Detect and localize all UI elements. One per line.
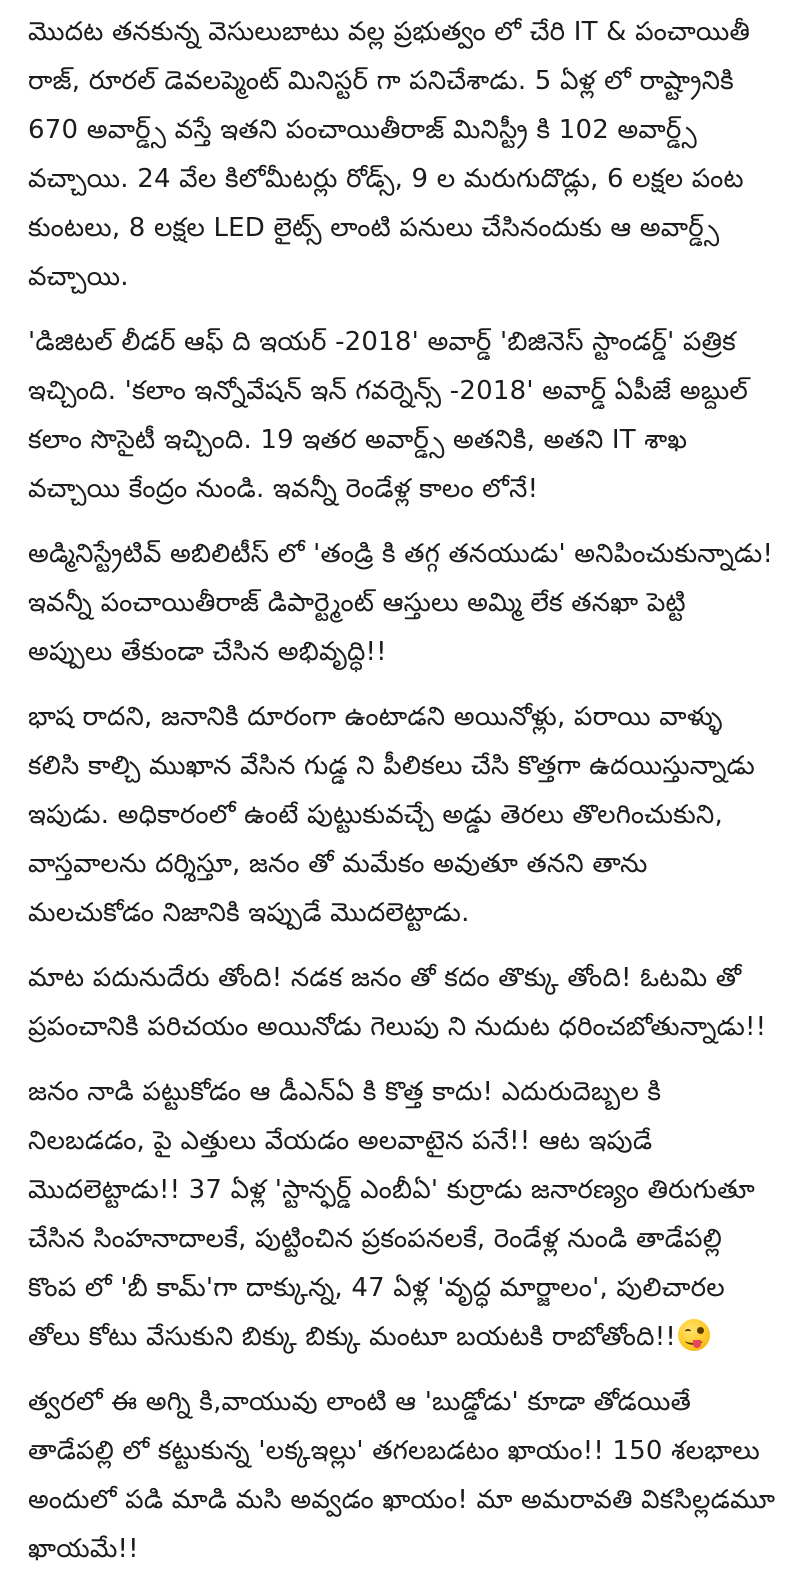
paragraph-1: మొదట తనకున్న వెసులుబాటు వల్ల ప్రభుత్వం లో చేరి IT & పంచాయితీ రాజ్, రూరల్ డెవలప్మెంట్ మినిస్టర్ గా పనిచేశాడు. 5 ఏళ్ల లో రాష్ట్రానికి 670 అవార్డ్స్ వస్తే ఇతని పంచాయితీరాజ్ మినిస్ట్రీ కి 102 అవార్డ్స్ వచ్చాయి. 24 వేల కిలోమీటర్లు రోడ్స్, 9 ల మరుగుదొడ్లు, 6 లక్షల పంట కుంటలు, 8 లక్షల LED లైట్స్ లాంటి పనులు చేసినందుకు ఆ అవార్డ్స్ వచ్చాయి. — [28, 17, 751, 292]
paragraph-6-text: జనం నాడి పట్టుకోడం ఆ డీఎన్ఏ కి కొత్త కాదు! ఎదురుదెబ్బల కి నిలబడడం, పై ఎత్తులు వేయడం అలవాటైన పనే!! ఆట ఇపుడే మొదలెట్టాడు!! 37 ఏళ్ల 'స్టాన్ఫర్డ్ ఎంబీఏ' కుర్రాడు జనారణ్యం తిరుగుతూ చేసిన సింహనాదాలకే, పుట్టించిన ప్రకంపనలకే, రెండేళ్ల నుండి తాడేపల్లి కొంప లో 'బీ కామ్'గా దాక్కున్న, 47 ఏళ్ల 'వృద్ధ మార్జాలం', పులిచారల తోలు కోటు వేసుకుని బిక్కు బిక్కు మంటూ బయటకి రాబోతోంది!! — [28, 1077, 755, 1352]
paragraph-3: అడ్మినిస్ట్రేటివ్ అబిలిటీస్ లో 'తండ్రి కి తగ్గ తనయుడు' అనిపించుకున్నాడు! ఇవన్నీ పంచాయితీరాజ్ డిపార్ట్మెంట్ ఆస్తులు అమ్మి లేక తనఖా పెట్టి అప్పులు తేకుండా చేసిన అభివృద్ధి!! — [28, 539, 774, 667]
paragraph-5: మాట పదునుదేరు తోంది! నడక జనం తో కదం తొక్కు తోంది! ఓటమి తో ప్రపంచానికి పరిచయం అయినోడు గెలుపు ని నుదుట ధరించబోతున్నాడు!! — [28, 963, 767, 1042]
paragraph-6 — [28, 1068, 777, 1362]
paragraph-7: త్వరలో ఈ అగ్ని కి,వాయువు లాంటి ఆ 'బుడ్డోడు' కూడా తోడయితే తాడేపల్లి లో కట్టుకున్న 'లక్కఇల్లు' తగలబడటం ఖాయం!! 150 శలభాలు అందులో పడి మాడి మసి అవ్వడం ఖాయం! మా అమరావతి వికసిల్లడమూ ఖాయమే!! — [28, 1387, 776, 1564]
paragraph-4: భాష రాదని, జనానికి దూరంగా ఉంటాడని అయినోళ్లు, పరాయి వాళ్ళు కలిసి కాల్చి ముఖాన వేసిన గుడ్డ ని పీలికలు చేసి కొత్తగా ఉదయిస్తున్నాడు ఇపుడు. అధికారంలో ఉంటే పుట్టుకువచ్చే అడ్డు తెరలు తొలగించుకుని, వాస్తవాలను దర్శిస్తూ, జనం తో మమేకం అవుతూ తనని తాను మలచుకోడం నిజానికి ఇప్పుడే మొదలెట్టాడు. — [28, 702, 755, 928]
winking-face-with-tongue-icon — [678, 1319, 710, 1351]
paragraph-2: 'డిజిటల్ లీడర్ ఆఫ్ ది ఇయర్ -2018' అవార్డ్ 'బిజినెస్ స్టాండర్డ్' పత్రిక ఇచ్చింది. 'కలాం ఇన్నోవేషన్ ఇన్ గవర్నెన్స్ -2018' అవార్డ్ ఏపీజే అబ్దుల్ కలాం సొసైటీ ఇచ్చింది. 19 ఇతర అవార్డ్స్ అతనికి, అతని IT శాఖ వచ్చాయి కేంద్రం నుండి. ఇవన్నీ రెండేళ్ల కాలం లోనే! — [28, 327, 749, 504]
